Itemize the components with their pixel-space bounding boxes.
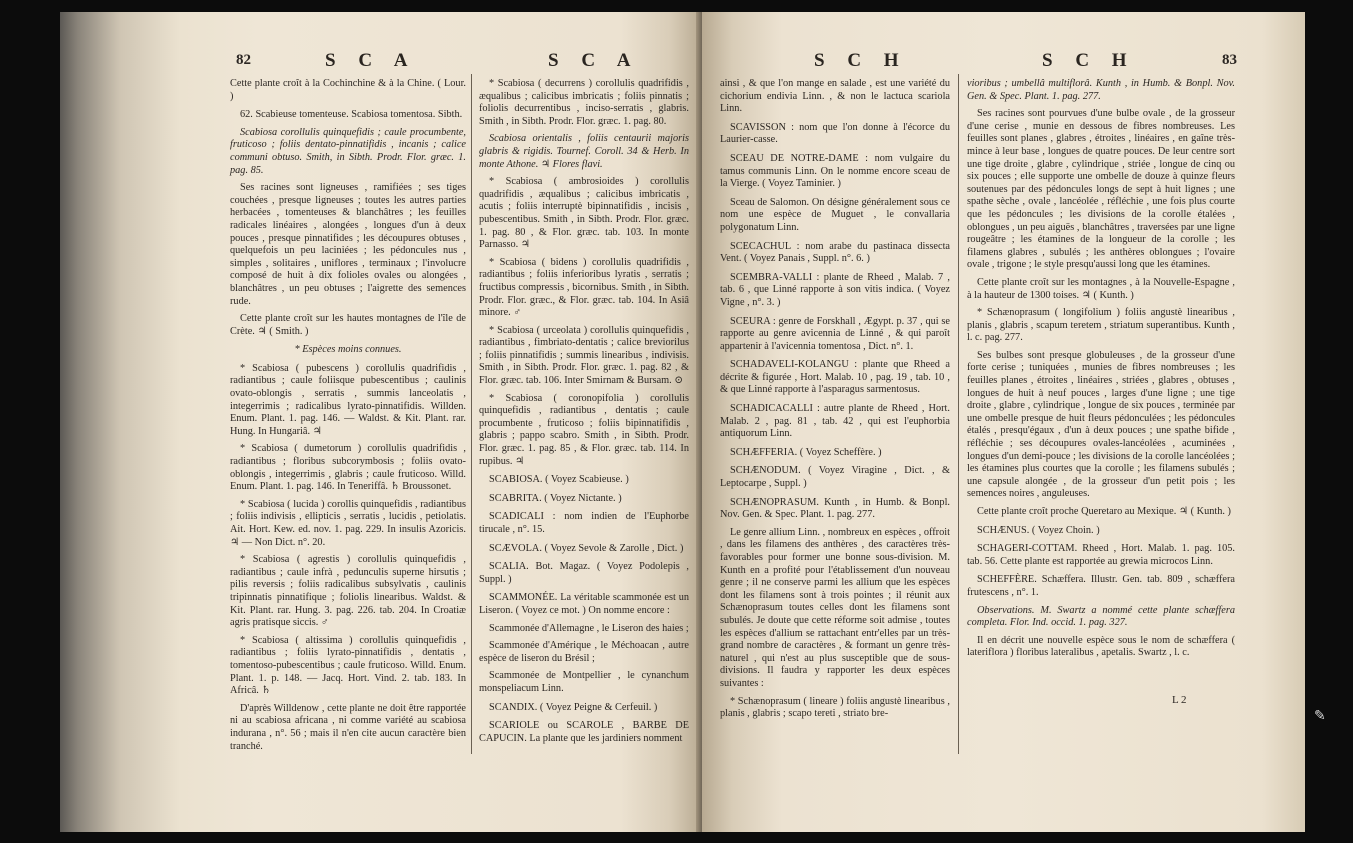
paragraph: Cette plante croît proche Queretaro au Mexique. ♃ ( Kunth. ) (977, 506, 1231, 517)
species-entry: Scabiosa orientalis , foliis centaurii majoris glabris & rigidis. Tournef. Coroll. 34 & Herb. In monte Athone. ♃ Flores flavi. (479, 133, 689, 170)
entry-heading: SCARIOLE ou SCAROLE , BARBE DE CAPUCIN. La plante que les jardiniers nomment (479, 720, 689, 744)
running-header-left-col1: S C A (325, 50, 417, 71)
entry-heading: SCALIA. Bot. Magaz. ( Voyez Podolepis , Suppl. ) (479, 561, 689, 585)
entry-heading: SCHÆFFERIA. ( Voyez Scheffère. ) (730, 446, 882, 458)
right-page-column-2 (967, 78, 1235, 665)
paragraph: Cette plante croît à la Cochinchine & à la Chine. ( Lour. ) (230, 78, 466, 102)
entry-heading: SCHÆNUS. ( Voyez Choin. ) (977, 524, 1100, 536)
entry-heading: SCAVISSON : nom que l'on donne à l'écorce du Laurier-casse. (720, 121, 950, 146)
species-entry: * Scabiosa ( bidens ) corollulis quadrifidis , radiantibus ; foliis inferioribus lyratis , serratis ; fructibus compressis , bicornibus. Smith , in Sibth. Prodr. Flor. græc., & Flor. græc. tab. 104. In Asiâ minore. ♂ (479, 256, 689, 319)
entry-heading: 62. Scabieuse tomenteuse. Scabiosa tomentosa. Sibth. (240, 109, 463, 121)
species-entry: * Scabiosa ( dumetorum ) corollulis quadrifidis , radiantibus ; floribus subcorymbosis ; foliis ovato-oblongis , integerrimis , glabris ; caule fruticoso. Willd. Enum. Plant. 1. pag. 146. In Teneriffâ. ♄ Broussonet. (230, 443, 466, 493)
page-number-right: 83 (1222, 52, 1237, 68)
latin-description: Scabiosa corollulis quinquefidis ; caule procumbente, fruticoso ; foliis dentato-pinnatifidis , incanis ; calice communi obtuso. Smith, in Sibth. Prodr. Flor. græc. 1. pag. 85. (230, 126, 466, 176)
species-entry: * Scabiosa ( urceolata ) corollulis quinquefidis , radiantibus , fimbriato-dentatis ; calice breviorilus ; foliis pinnatifidis ; summis linearibus , indivisis. Smith , in Sibth. Prodr. Flor. græc. 1. pag. 82 , & Flor. græc. tab. 106. Inter Smirnam & Bursam. ⊙ (479, 324, 689, 387)
entry-heading: SCABIOSA. ( Voyez Scabieuse. ) (489, 474, 629, 486)
species-entry: * Scabiosa ( altissima ) corollulis quinquefidis , radiantibus ; foliis lyrato-pinnatifidis , dentatis , tomentoso-pubescentibus ; caule fruticoso. Willd. Enum. Plant. 1. p. 148. — Jacq. Hort. Vind. 2. tab. 183. In Africâ. ♄ (230, 634, 466, 697)
species-entry: * Schænoprasum ( lineare ) foliis angustè linearibus , planis , glabris ; scapo tereti , striato bre- (720, 695, 950, 720)
open-book (60, 12, 1305, 832)
paragraph: Ses racines sont ligneuses , ramifiées ; ses tiges couchées , presque ligneuses ; toutes les autres parties herbacées , tomenteuses & blanchâtres ; les feuilles radicales linéaires , alongées , longues d'un à deux pouces , presque pinnatifides ; les découpures obtuses , quelquefois un peu laciniées ; les pédoncules nus , simples , solitaires , uniflores , terminaux ; l'involucre composé de huit à dix folioles ovales ou alongées , blanchâtres , un peu obtuses ; l'aigrette des semences rude. (230, 182, 466, 307)
entry-heading: SCHÆNOPRASUM. Kunth , in Humb. & Bonpl. Nov. Gen. & Spec. Plant. 1. pag. 277. (720, 496, 950, 521)
species-entry: * Scabiosa ( lucida ) corollis quinquefidis , radiantibus ; foliis indivisis , ellipticis , serratis , lucidis , petiolatis. Ait. Hort. Kew. ed. nov. 1. pag. 229. In insulis Azoricis. ♃ — Non Dict. n°. 20. (230, 498, 466, 548)
paragraph: Scammonée d'Allemagne , le Liseron des haies ; (489, 622, 689, 634)
paragraph: Scammonée d'Amérique , le Méchoacan , autre espèce de liseron du Brésil ; (479, 640, 689, 664)
entry-heading: SCEMBRA-VALLI : plante de Rheed , Malab. 7 , tab. 6 , que Linné rapporte à son vitis indica. ( Voyez Vigne , n°. 3. ) (720, 271, 950, 308)
paragraph: Le genre allium Linn. , nombreux en espèces , offroit , dans les filamens des anthères , des caractères très-favorables pour former une bonne sous-division. M. Kunth en a profité pour l'établissement d'un nouveau genre ; il ne conserve parmi les allium que les espèces dont les filamens sont à trois pointes ; il réunit aux Schænoprasum toutes celles dont les filamens sont subulés. Je doute que cette réforme soit admise , toutes les espèces d'allium se rattachant entr'elles par un très-grand nombre de caractères , & formant un genre très-naturel , qui n'est au plus susceptible que de sous-divisions. Il faudra y rapporter les deux espèces suivantes : (720, 526, 950, 689)
column-rule (958, 74, 959, 754)
entry-heading: SCHÆNODUM. ( Voyez Viragine , Dict. , & Leptocarpe , Suppl. ) (720, 465, 950, 490)
column-rule (471, 74, 472, 754)
entry-heading: SCADICALI : nom indien de l'Euphorbe tirucale , n°. 15. (479, 511, 689, 535)
right-page-column-1 (720, 78, 950, 726)
entry-heading: SCHADAVELI-KOLANGU : plante que Rheed a décrite & figurée , Hort. Malab. 10 , pag. 19 , tab. 10 , & que Linné rapporte à l'asparagus sarmentosus. (720, 359, 950, 396)
species-entry: * Scabiosa ( ambrosioides ) corollulis quadrifidis , æqualibus ; calicibus imbricatis , acutis ; foliis interruptè bipinnatifidis , incisis , pubescentibus. Smith , in Sibth. Prodr. Flor. græc. 1. pag. 80 , & Flor. græc. tab. 103. In monte Parnasso. ♃ (479, 176, 689, 251)
species-entry: * Scabiosa ( agrestis ) corollulis quinquefidis , radiantibus ; caule infrà , pedunculis superne hirsutis ; pilis reversis ; foliis radicalibus subsylvatis , caulinis tripinnatis pinnatifique ; foliolis linearibus. Waldst. & Kit. Plant. rar. Hung. 3. pag. 226. tab. 204. In Croatiæ agris pratisque siccis. ♂ (230, 554, 466, 629)
entry-heading: SCAMMONÉE. La véritable scammonée est un Liseron. ( Voyez ce mot. ) On nomme encore : (479, 592, 689, 616)
entry-heading: SCHEFFÈRE. Schæffera. Illustr. Gen. tab. 809 , schæffera frutescens , n°. 1. (967, 574, 1235, 598)
entry-heading: SCANDIX. ( Voyez Peigne & Cerfeuil. ) (489, 701, 658, 713)
running-header-right-col2: S C H (1042, 50, 1136, 71)
entry-heading: SCEAU DE NOTRE-DAME : nom vulgaire du tamus communis Linn. On le nomme encore sceau de la Vierge. ( Voyez Taminier. ) (720, 152, 950, 190)
paragraph: Ses bulbes sont presque globuleuses , de la grosseur d'une forte cerise ; tuniquées , munies de fibres nombreuses ; les feuilles planes , étroites , linéaires , striées , glabres , obtuses , longues de huit à neuf pouces , larges d'une ligne ; une tige droite , glabre , cylindrique , longue de six pouces , terminée par une ombelle presque de huit fleurs pédonculées ; les pédoncules étalés , presqu'égaux , d'un à deux pouces ; une spathe bifide , réfléchie ; ses découpures ovales-lancéolées , acuminées , longues d'un demi-pouce ; les divisions de la corolle lancéolées ; les étamines plus courtes que la corolle ; les filamens subulés ; une capsule alongée , de la grosseur d'un petit pois ; les semences noires , anguleuses. (967, 349, 1235, 500)
entry-heading: SCHADICACALLI : autre plante de Rheed , Hort. Malab. 2 , pag. 81 , tab. 42 , qui est l'euphorbia antiquorum Linn. (720, 403, 950, 440)
section-heading: * Espèces moins connues. (294, 344, 402, 356)
species-entry: * Scabiosa ( coronopifolia ) corollulis quinquefidis , radiantibus , dentatis ; caule procumbente , fruticoso ; foliis bipinnatifidis , glabris ; pappo scabro. Smith , in Sibth. Prodr. Flor. græc. 1. pag. 85 , & Flor. græc. tab. 114. In rupibus. ♃ (479, 392, 689, 467)
paragraph: vioribus ; umbellâ multiflorâ. Kunth , in Humb. & Bonpl. Nov. Gen. & Spec. Plant. 1. pag. 277. (967, 78, 1235, 102)
right-page (702, 12, 1305, 832)
entry-heading: Sceau de Salomon. On désigne généralement sous ce nom une espèce de Muguet , le convallaria polygonatum Linn. (720, 196, 950, 233)
running-header-right-col1: S C H (814, 50, 908, 71)
paragraph: Cette plante croît sur les hautes montagnes de l'île de Crète. ♃ ( Smith. ) (230, 313, 466, 337)
paragraph: ainsi , & que l'on mange en salade , est une variété du cichorium endivia Linn. , & non le lactuca scariola Linn. (720, 78, 950, 115)
species-entry: * Schænoprasum ( longifolium ) foliis angustè linearibus , planis , glabris , scapum teretem , striatum superantibus. Kunth , l. c. pag. 277. (967, 307, 1235, 344)
paragraph: Ses racines sont pourvues d'une bulbe ovale , de la grosseur d'une cerise , munie en dessous de fibres nombreuses. Les feuilles sont planes , glabres , étroites , linéaires , en gaîne très-mince à leur base , longues de quatre pouces. De leur centre sort une tige droite , glabre , cylindrique , striée , longue de cinq ou six pouces ; elle supporte une ombelle de douze à quinze fleurs soutenues par des pédoncules longs de sept à huit lignes ; une spathe sèche , ovale , lancéolée , réfléchie , une fois plus courte que les pédoncules ; les divisions de la corolle étalées , oblongues , un peu aiguës , blanchâtres , traversées par une ligne rougeâtre ; les étamines de la longueur de la corolle ; les filamens glabres , subulés ; les anthères oblongues ; l'ovaire ovale , trigone ; le style presqu'aussi long que les étamines. (967, 108, 1235, 271)
entry-heading: SCECACHUL : nom arabe du pastinaca dissecta Vent. ( Voyez Panais , Suppl. n°. 6. ) (720, 240, 950, 265)
paragraph: Cette plante croît sur les montagnes , à la Nouvelle-Espagne , à la hauteur de 1300 toises. ♃ ( Kunth. ) (967, 276, 1235, 301)
page-number-left: 82 (236, 52, 251, 68)
paragraph: Observations. M. Swartz a nommé cette plante schæffera completa. Flor. Ind. occid. 1. pag. 327. (967, 604, 1235, 629)
entry-heading: SCEURA : genre de Forskhall , Ægypt. p. 37 , qui se rapporte au genre avicennia de Linné , & qui paroît appartenir à l'avicennia tomentosa , Dict. n°. 1. (720, 315, 950, 352)
entry-heading: SCABRITA. ( Voyez Nictante. ) (489, 492, 622, 504)
running-header-left-col2: S C A (548, 50, 640, 71)
signature-mark: L 2 (1172, 694, 1187, 706)
paragraph: D'après Willdenow , cette plante ne doit être rapportée ni au scabiosa africana , ni comme variété au scabiosa indurana , n°. 56 ; mais il n'en cite aucun caractère bien tranché. (230, 702, 466, 752)
pencil-mark: ✎ (1314, 709, 1326, 724)
species-entry: * Scabiosa ( decurrens ) corollulis quadrifidis , æqualibus ; calicibus imbricatis ; foliis pinnatis ; foliolis decurrentibus , inciso-serratis , glabris. Smith , in Sibth. Prodr. Flor. græc. 1. pag. 80. (479, 78, 689, 127)
left-page-column-2 (479, 78, 689, 750)
entry-heading: SCÆVOLA. ( Voyez Sevole & Zarolle , Dict. ) (489, 542, 684, 554)
entry-heading: SCHAGERI-COTTAM. Rheed , Hort. Malab. 1. pag. 105. tab. 56. Cette plante est rapportée au grewia microcos Linn. (967, 543, 1235, 567)
paragraph: Scammonée de Montpellier , le cynanchum monspeliacum Linn. (479, 670, 689, 694)
paragraph: Il en décrit une nouvelle espèce sous le nom de schæffera ( lateriflora ) floribus lateralibus , apetalis. Swartz , l. c. (967, 634, 1235, 659)
species-entry: * Scabiosa ( pubescens ) corollulis quadrifidis , radiantibus ; caule foliisque pubescentibus ; caulinis ovato-oblongis , serratis , summis lanceolatis , integerrimis ; radicalibus lyrato-pinnatifidis. Willden. Enum. Plant. 1. pag. 146. — Waldst. & Kit. Plant. rar. Hung. In Hungariâ. ♃ (230, 362, 466, 437)
left-page-column-1 (230, 78, 466, 758)
left-page (60, 12, 702, 832)
